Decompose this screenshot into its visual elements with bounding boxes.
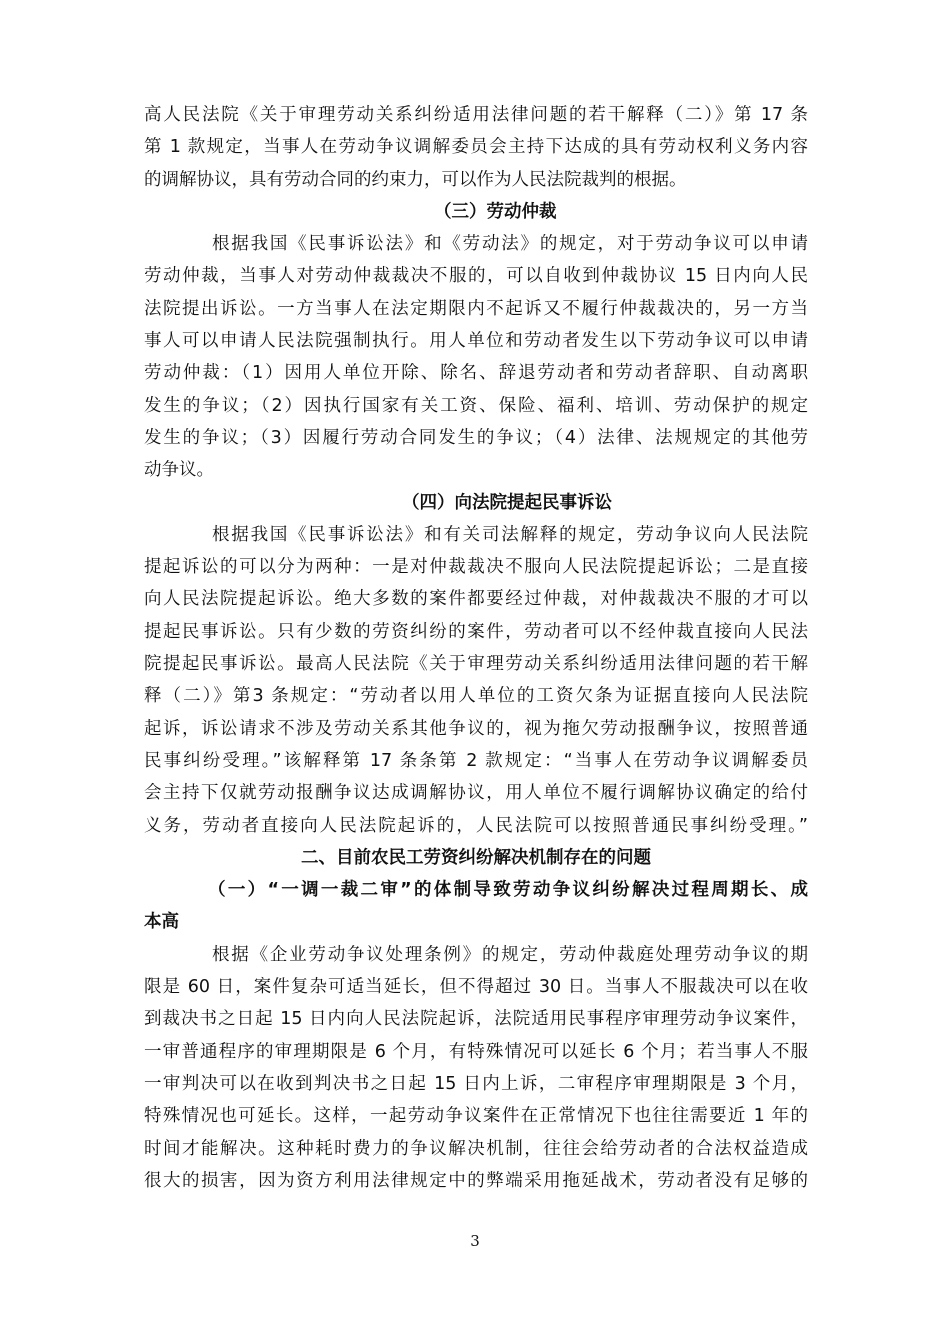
text-line: 一审普通程序的审理期限是 6 个月，有特殊情况可以延长 6 个月；若当事人不服 — [144, 1041, 808, 1062]
section-heading: （三）劳动仲裁 — [434, 201, 557, 222]
text-line: 发生的争议；（2）因执行国家有关工资、保险、福利、培训、劳动保护的规定 — [144, 395, 808, 416]
text-line: 到裁决书之日起 15 日内向人民法院起诉，法院适用民事程序审理劳动争议案件， — [144, 1009, 808, 1030]
text-line: 发生的争议；（3）因履行劳动合同发生的争议；（4）法律、法规规定的其他劳 — [144, 427, 808, 448]
text-line: 劳动仲裁：（1）因用人单位开除、除名、辞退劳动者和劳动者辞职、自动离职 — [144, 363, 808, 384]
text-line: 一审判决可以在收到判决书之日起 15 日内上诉，二审程序审理期限是 3 个月， — [144, 1073, 808, 1094]
text-line: 很大的损害，因为资方利用法律规定中的弊端采用拖延战术，劳动者没有足够的 — [144, 1170, 808, 1191]
text-line: 限是 60 日，案件复杂可适当延长，但不得超过 30 日。当事人不服裁决可以在收 — [144, 977, 808, 998]
text-line: 提起诉讼的可以分为两种：一是对仲裁裁决不服向人民法院提起诉讼；二是直接 — [144, 557, 808, 578]
text-line: 事人可以申请人民法院强制执行。用人单位和劳动者发生以下劳动争议可以申请 — [144, 331, 808, 352]
text-line: 动争议。 — [144, 460, 214, 481]
section-heading-continuation: 本高 — [144, 912, 179, 933]
text-line: 劳动仲裁，当事人对劳动仲裁裁决不服的，可以自收到仲裁协议 15 日内向人民 — [144, 266, 808, 287]
section-heading: （一）“一调一裁二审”的体制导致劳动争议纠纷解决过程周期长、成 — [208, 880, 808, 901]
chapter-heading: 二、目前农民工劳资纠纷解决机制存在的问题 — [301, 847, 651, 868]
text-line: 民事纠纷受理。”该解释第 17 条条第 2 款规定：“当事人在劳动争议调解委员 — [144, 750, 808, 771]
page-number: 3 — [470, 1232, 480, 1250]
text-line: 时间才能解决。这种耗时费力的争议解决机制，往往会给劳动者的合法权益造成 — [144, 1138, 808, 1159]
text-line: 院提起民事诉讼。最高人民法院《关于审理劳动关系纠纷适用法律问题的若干解 — [144, 654, 808, 675]
text-line: 起诉，诉讼请求不涉及劳动关系其他争议的，视为拖欠劳动报酬争议，按照普通 — [144, 718, 808, 739]
text-line: 义务，劳动者直接向人民法院起诉的，人民法院可以按照普通民事纠纷受理。” — [144, 815, 808, 836]
section-heading: （四）向法院提起民事诉讼 — [402, 492, 612, 513]
text-line: 的调解协议，具有劳动合同的约束力，可以作为人民法院裁判的根据。 — [144, 169, 687, 190]
document-body — [144, 99, 808, 1197]
text-line: 根据我国《民事诉讼法》和《劳动法》的规定，对于劳动争议可以申请 — [212, 234, 808, 255]
text-line: 释（二）》第3 条规定：“劳动者以用人单位的工资欠条为证据直接向人民法院 — [144, 686, 808, 707]
text-line: 向人民法院提起诉讼。绝大多数的案件都要经过仲裁，对仲裁裁决不服的才可以 — [144, 589, 808, 610]
text-line: 根据我国《民事诉讼法》和有关司法解释的规定，劳动争议向人民法院 — [212, 524, 808, 545]
text-line: 提起民事诉讼。只有少数的劳资纠纷的案件，劳动者可以不经仲裁直接向人民法 — [144, 621, 808, 642]
text-line: 特殊情况也可延长。这样，一起劳动争议案件在正常情况下也往往需要近 1 年的 — [144, 1106, 808, 1127]
text-line: 高人民法院《关于审理劳动关系纠纷适用法律问题的若干解释（二）》第 17 条 — [144, 105, 808, 125]
text-line: 第 1 款规定，当事人在劳动争议调解委员会主持下达成的具有劳动权利义务内容 — [144, 137, 808, 158]
text-line: 根据《企业劳动争议处理条例》的规定，劳动仲裁庭处理劳动争议的期 — [212, 944, 808, 965]
text-line: 会主持下仅就劳动报酬争议达成调解协议，用人单位不履行调解协议确定的给付 — [144, 783, 808, 804]
text-line: 法院提出诉讼。一方当事人在法定期限内不起诉又不履行仲裁裁决的，另一方当 — [144, 298, 808, 319]
